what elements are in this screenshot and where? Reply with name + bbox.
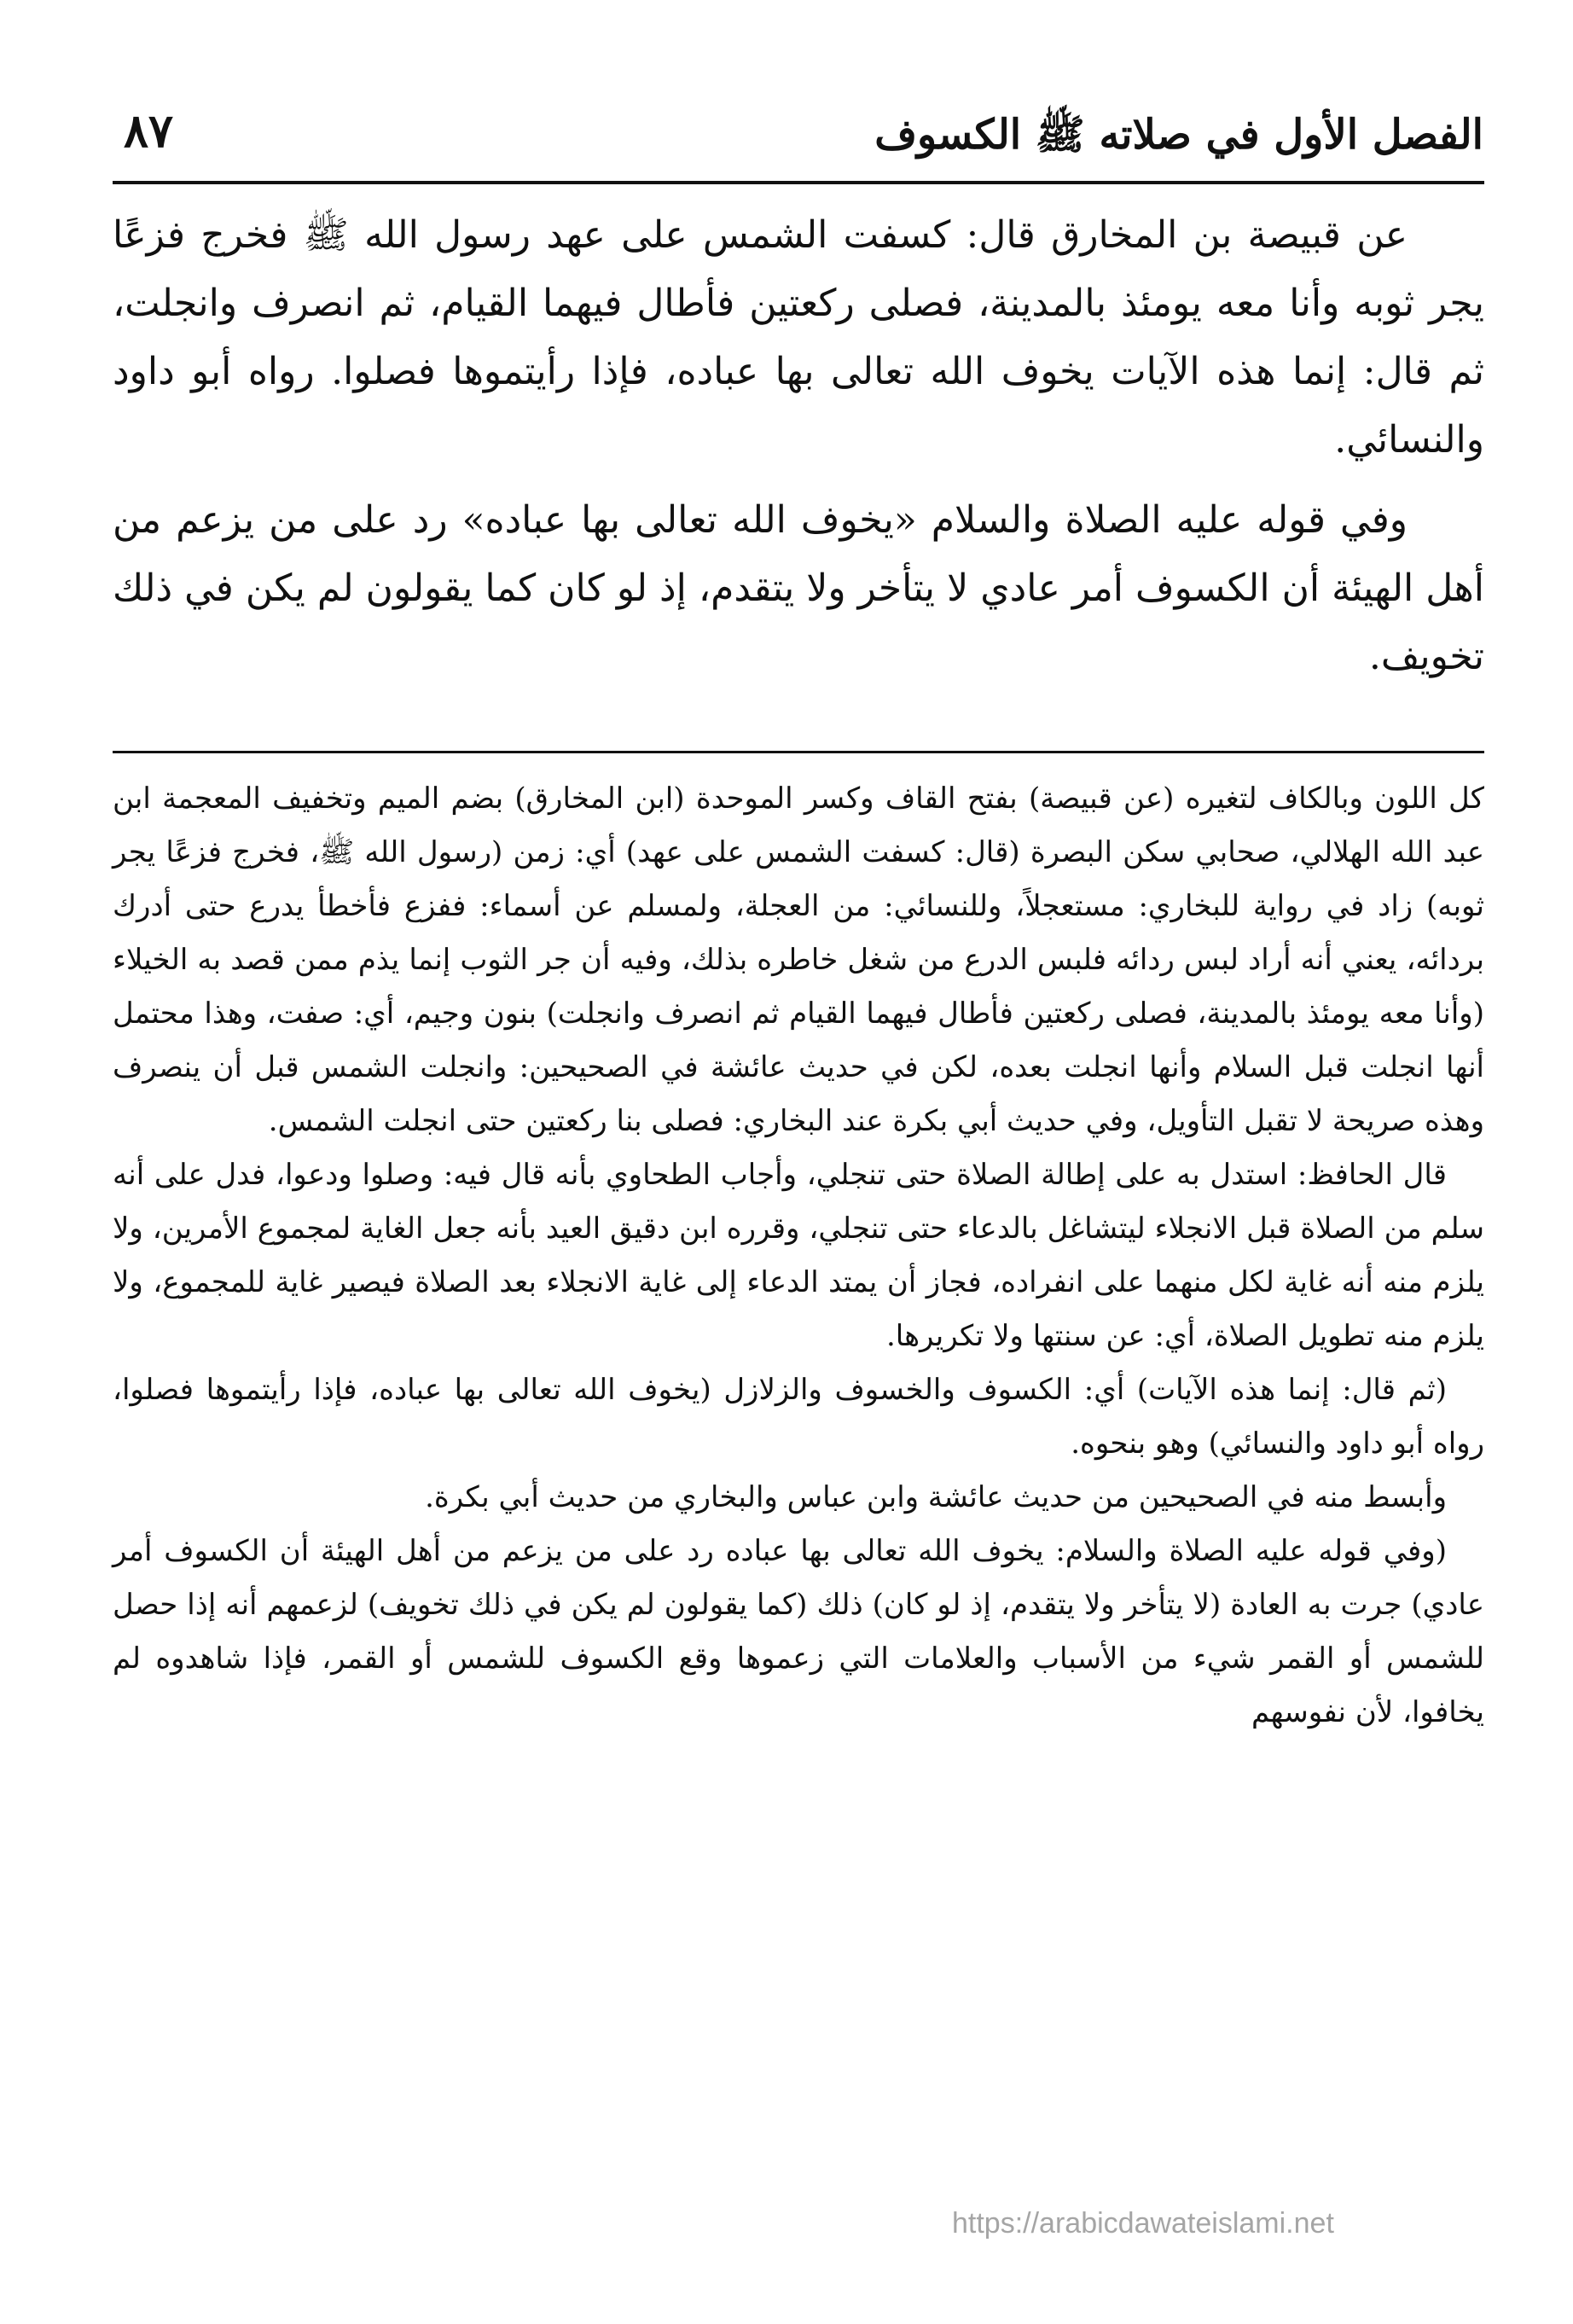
hadith-paragraph: وفي قوله عليه الصلاة والسلام «يخوف الله تعالى بها عباده» رد على من يزعم من أهل الهيئة أن الكسوف أمر عادي لا يتأخر ولا يتقدم، إذ لو كان كما يقولون لم يكن في ذلك تخويف. [113,498,1484,678]
watermark-url: https://arabicdawateislami.net [952,2207,1334,2240]
commentary-paragraph: كل اللون وبالكاف لتغيره (عن قبيصة) بفتح القاف وكسر الموحدة (ابن المخارق) بضم الميم وتخفيف المعجمة ابن عبد الله الهلالي، صحابي سكن البصرة (قال: كسفت الشمس على عهد) أي: زمن (رسول الله ﷺ، فخرج فزعًا يجر ثوبه) زاد في رواية للبخاري: مستعجلاً، وللنسائي: من العجلة، ولمسلم عن أسماء: ففزع فأخطأ يدرع حتى أدرك بردائه، يعني أنه أراد لبس ردائه فلبس الدرع من شغل خاطره بذلك، وفيه أن جر الثوب إنما يذم ممن قصد به الخيلاء (وأنا معه يومئذ بالمدينة، فصلى ركعتين فأطال فيهما القيام ثم انصرف وانجلت) بنون وجيم، أي: صفت، وهذا محتمل أنها انجلت قبل السلام وأنها انجلت بعده، لكن في حديث عائشة في الصحيحين: وانجلت الشمس قبل أن ينصرف وهذه صريحة لا تقبل التأويل، وفي حديث أبي بكرة عند البخاري: فصلى بنا ركعتين حتى انجلت الشمس. [113,781,1484,1138]
hadith-paragraph: عن قبيصة بن المخارق قال: كسفت الشمس على عهد رسول الله ﷺ فخرج فزعًا يجر ثوبه وأنا معه يومئذ بالمدينة، فصلى ركعتين فأطال فيهما القيام، ثم انصرف وانجلت، ثم قال: إنما هذه الآيات يخوف الله تعالى بها عباده، فإذا رأيتموها فصلوا. رواه أبو داود والنسائي. [113,213,1484,462]
section-divider [113,751,1484,753]
header-rule [113,181,1484,184]
commentary-paragraph: وأبسط منه في الصحيحين من حديث عائشة وابن عباس والبخاري من حديث أبي بكرة. [425,1480,1447,1514]
hadith-text [113,201,1484,691]
commentary-paragraph: (ثم قال: إنما هذه الآيات) أي: الكسوف والخسوف والزلازل (يخوف الله تعالى بها عباده، فإذا رأيتموها فصلوا، رواه أبو داود والنسائي) وهو بنحوه. [113,1373,1484,1461]
page-number: ٨٧ [124,103,174,158]
commentary-paragraph: (وفي قوله عليه الصلاة والسلام: يخوف الله تعالى بها عباده رد على من يزعم من أهل الهيئة أن الكسوف أمر عادي) جرت به العادة (لا يتأخر ولا يتقدم، إذ لو كان) ذلك (كما يقولون لم يكن في ذلك تخويف) لزعمهم أنه إذا حصل للشمس أو القمر شيء من الأسباب والعلامات التي زعموها وقع الكسوف للشمس أو القمر، فإذا شاهدوه لم يخافوا، لأن نفوسهم [113,1534,1484,1729]
commentary-text [113,772,1484,1740]
running-title: الفصل الأول في صلاته ﷺ الكسوف [874,111,1483,159]
commentary-paragraph: قال الحافظ: استدل به على إطالة الصلاة حتى تنجلي، وأجاب الطحاوي بأنه قال فيه: وصلوا ودعوا، فدل على أنه سلم من الصلاة قبل الانجلاء ليتشاغل بالدعاء حتى تنجلي، وقرره ابن دقيق العيد بأنه جعل الغاية لمجموع الأمرين، ولا يلزم منه أنه غاية لكل منهما على انفراده، فجاز أن يمتد الدعاء إلى غاية الانجلاء بعد الصلاة فيصير غاية للمجموع، ولا يلزم منه تطويل الصلاة، أي: عن سنتها ولا تكريرها. [113,1158,1484,1353]
